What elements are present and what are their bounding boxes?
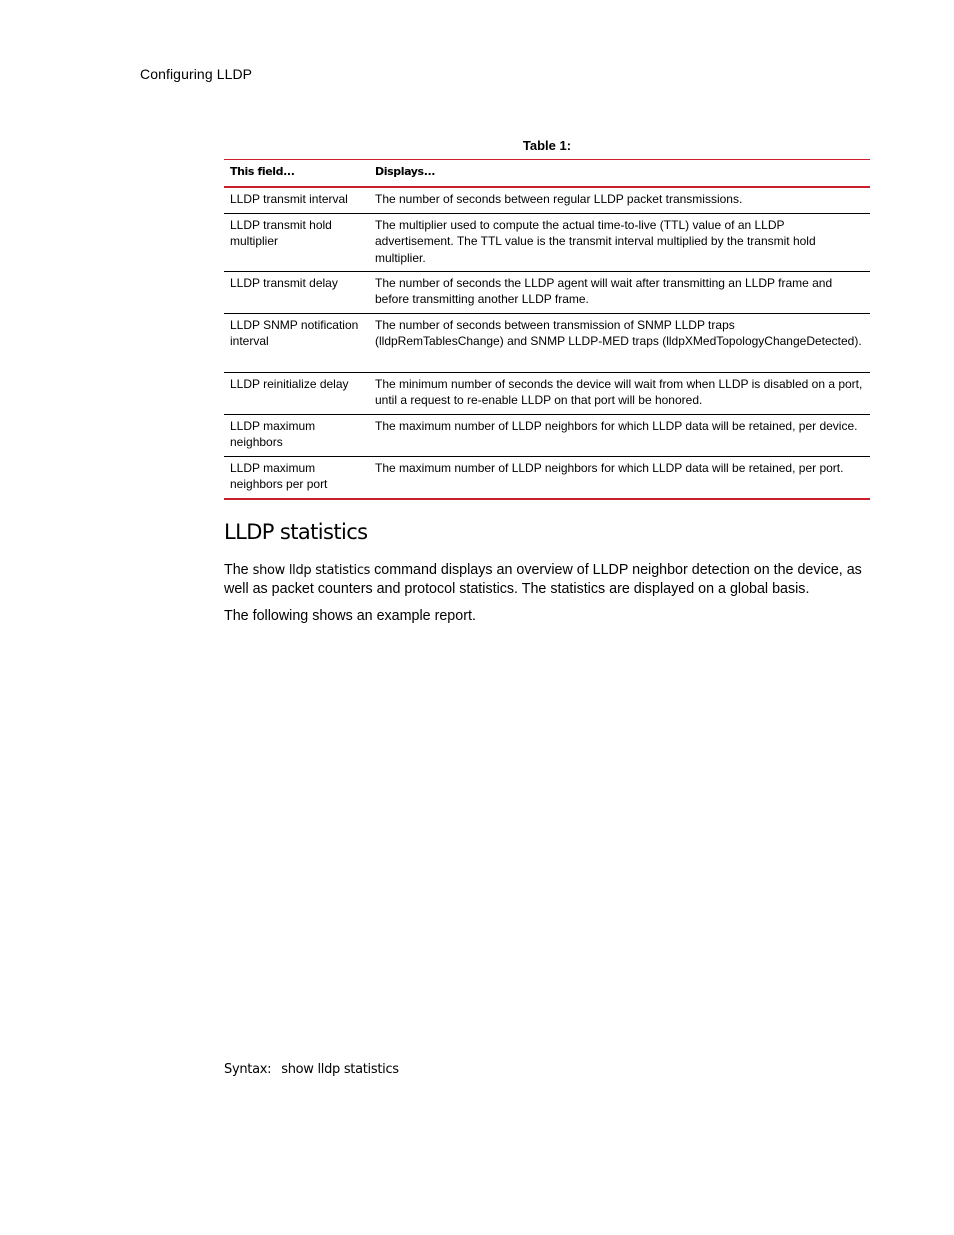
field-description-cell: The number of seconds the LLDP agent will wait after transmitting an LLDP frame and before transmitting another LLDP frame.	[375, 275, 833, 306]
table-caption: Table 1:	[522, 138, 572, 153]
lldp-fields-table	[224, 159, 870, 500]
inline-command: show lldp statistics	[252, 563, 371, 578]
table-header-row	[224, 160, 870, 187]
intro-suffix-text: command displays an overview of LLDP neighbor detection on the device, as well as packet counters and protocol statistics. The statistics are displayed on a global basis.	[224, 562, 862, 597]
table-row	[224, 313, 870, 372]
field-name-cell: LLDP transmit delay	[230, 275, 338, 290]
field-description-cell: The number of seconds between regular LLDP packet transmissions.	[375, 191, 743, 206]
running-header: Configuring LLDP	[140, 66, 253, 82]
field-description-cell: The minimum number of seconds the device will wait from when LLDP is disabled on a port, until a request to re-enable LLDP on that port will be honored.	[375, 376, 863, 407]
field-description-cell: The multiplier used to compute the actual time-to-live (TTL) value of an LLDP advertisement. The TTL value is the transmit interval multiplied by the transmit hold multiplier.	[375, 217, 816, 265]
field-name-cell: LLDP SNMP notification interval	[230, 317, 359, 348]
example-intro-paragraph: The following shows an example report.	[224, 608, 476, 624]
field-name-cell: LLDP transmit hold multiplier	[230, 217, 332, 248]
syntax-line	[224, 1062, 399, 1077]
section-heading: LLDP statistics	[224, 520, 368, 544]
field-name-cell: LLDP maximum neighbors	[230, 418, 316, 449]
field-name-cell: LLDP maximum neighbors per port	[230, 460, 328, 491]
field-description-cell: The maximum number of LLDP neighbors for which LLDP data will be retained, per port.	[375, 460, 844, 475]
table-row	[224, 372, 870, 414]
table-row	[224, 456, 870, 499]
syntax-command: show lldp statistics	[281, 1062, 399, 1077]
intro-prefix-text: The	[224, 562, 253, 578]
intro-paragraph	[224, 561, 874, 599]
table-row	[224, 271, 870, 313]
field-description-cell: The maximum number of LLDP neighbors for which LLDP data will be retained, per device.	[375, 418, 858, 433]
column-header-field: This field...	[230, 165, 295, 178]
column-header-displays: Displays...	[375, 165, 436, 178]
table-row	[224, 414, 870, 456]
field-name-cell: LLDP transmit interval	[230, 191, 348, 206]
field-description-cell: The number of seconds between transmission of SNMP LLDP traps (lldpRemTablesChange) and SNMP LLDP-MED traps (lldpXMedTopologyChangeDetected).	[375, 317, 862, 348]
table-row	[224, 187, 870, 214]
table-row	[224, 213, 870, 271]
field-name-cell: LLDP reinitialize delay	[230, 376, 349, 391]
syntax-label: Syntax:	[224, 1062, 272, 1077]
